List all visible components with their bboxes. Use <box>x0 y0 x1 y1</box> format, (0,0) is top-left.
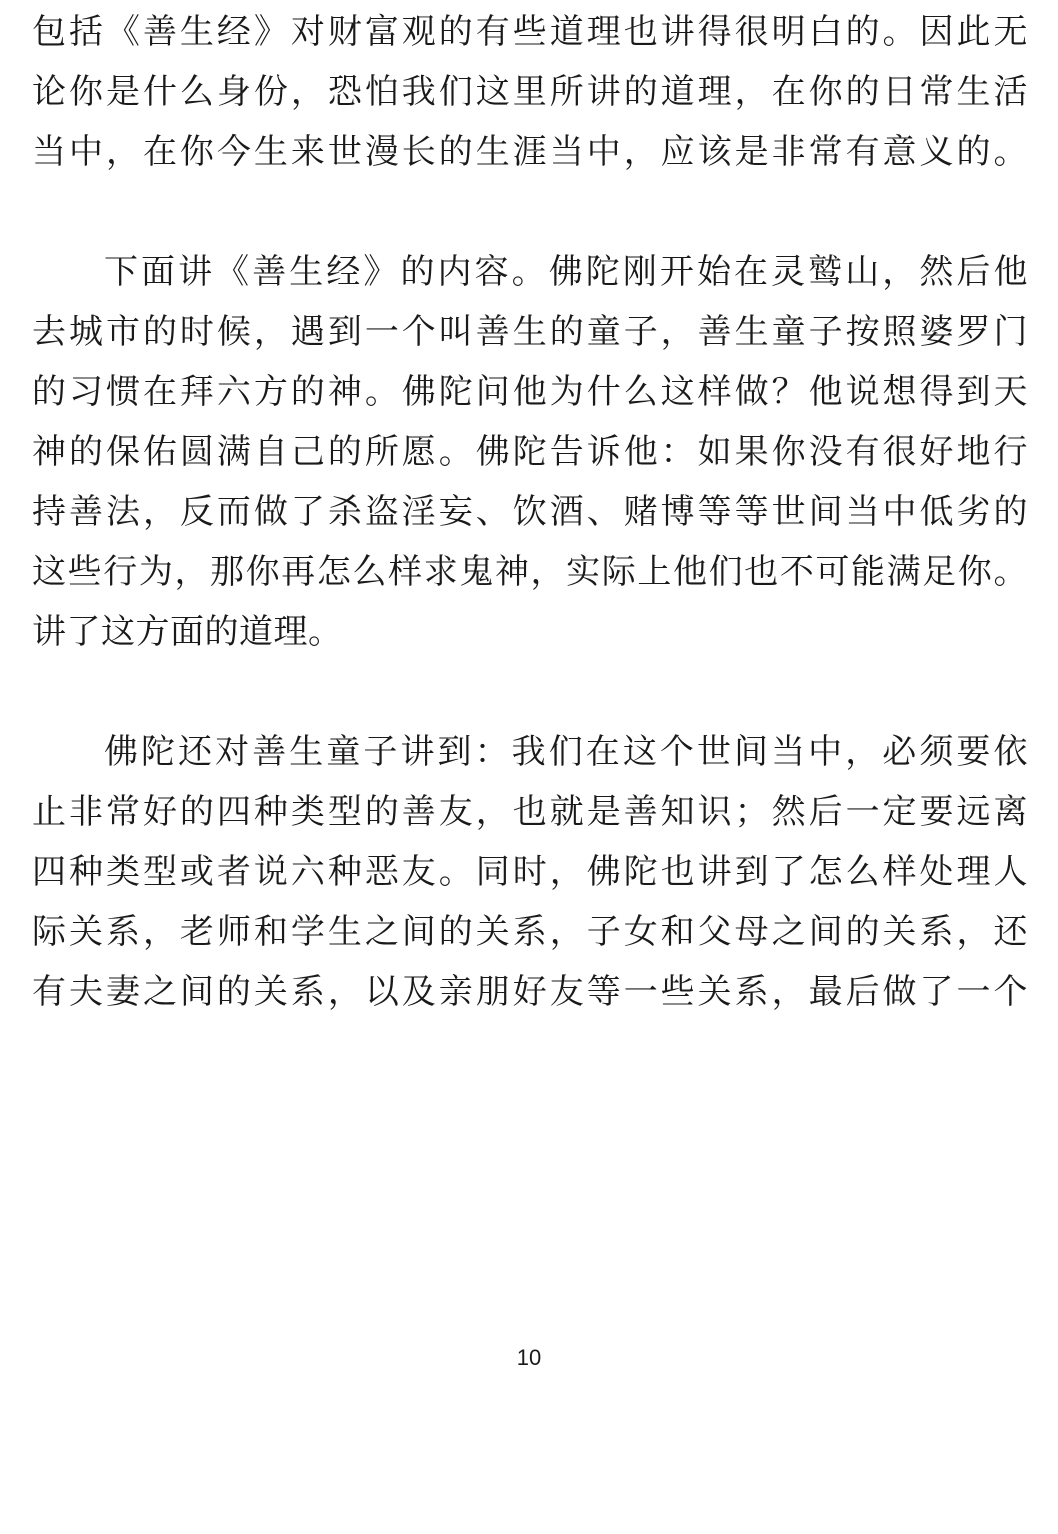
text-line: 际关系，老师和学生之间的关系，子女和父母之间的关系，还 <box>32 912 1028 952</box>
text-line: 神的保佑圆满自己的所愿。佛陀告诉他：如果你没有很好地行 <box>32 432 1028 472</box>
text-line: 佛陀还对善生童子讲到：我们在这个世间当中，必须要依 <box>104 732 1028 772</box>
text-line: 有夫妻之间的关系，以及亲朋好友等一些关系，最后做了一个 <box>32 972 1028 1012</box>
text-line: 持善法，反而做了杀盗淫妄、饮酒、赌博等等世间当中低劣的 <box>32 492 1028 532</box>
text-line: 四种类型或者说六种恶友。同时，佛陀也讲到了怎么样处理人 <box>32 852 1028 892</box>
paragraph-gap <box>32 662 1028 722</box>
text-line: 的习惯在拜六方的神。佛陀问他为什么这样做？他说想得到天 <box>32 372 1028 412</box>
text-line: 去城市的时候，遇到一个叫善生的童子，善生童子按照婆罗门 <box>32 312 1028 352</box>
paragraph-gap <box>32 182 1028 242</box>
body-text <box>32 2 1028 1022</box>
page-number: 10 <box>516 1345 542 1370</box>
text-line: 这些行为，那你再怎么样求鬼神，实际上他们也不可能满足你。 <box>32 552 1028 592</box>
text-line: 讲了这方面的道理。 <box>32 612 343 652</box>
text-line: 论你是什么身份，恐怕我们这里所讲的道理，在你的日常生活 <box>32 72 1028 112</box>
text-line: 包括《善生经》对财富观的有些道理也讲得很明白的。因此无 <box>32 12 1028 52</box>
text-line: 止非常好的四种类型的善友，也就是善知识；然后一定要远离 <box>32 792 1028 832</box>
text-line: 下面讲《善生经》的内容。佛陀刚开始在灵鹫山，然后他 <box>104 252 1028 292</box>
text-line: 当中，在你今生来世漫长的生涯当中，应该是非常有意义的。 <box>32 132 1028 172</box>
